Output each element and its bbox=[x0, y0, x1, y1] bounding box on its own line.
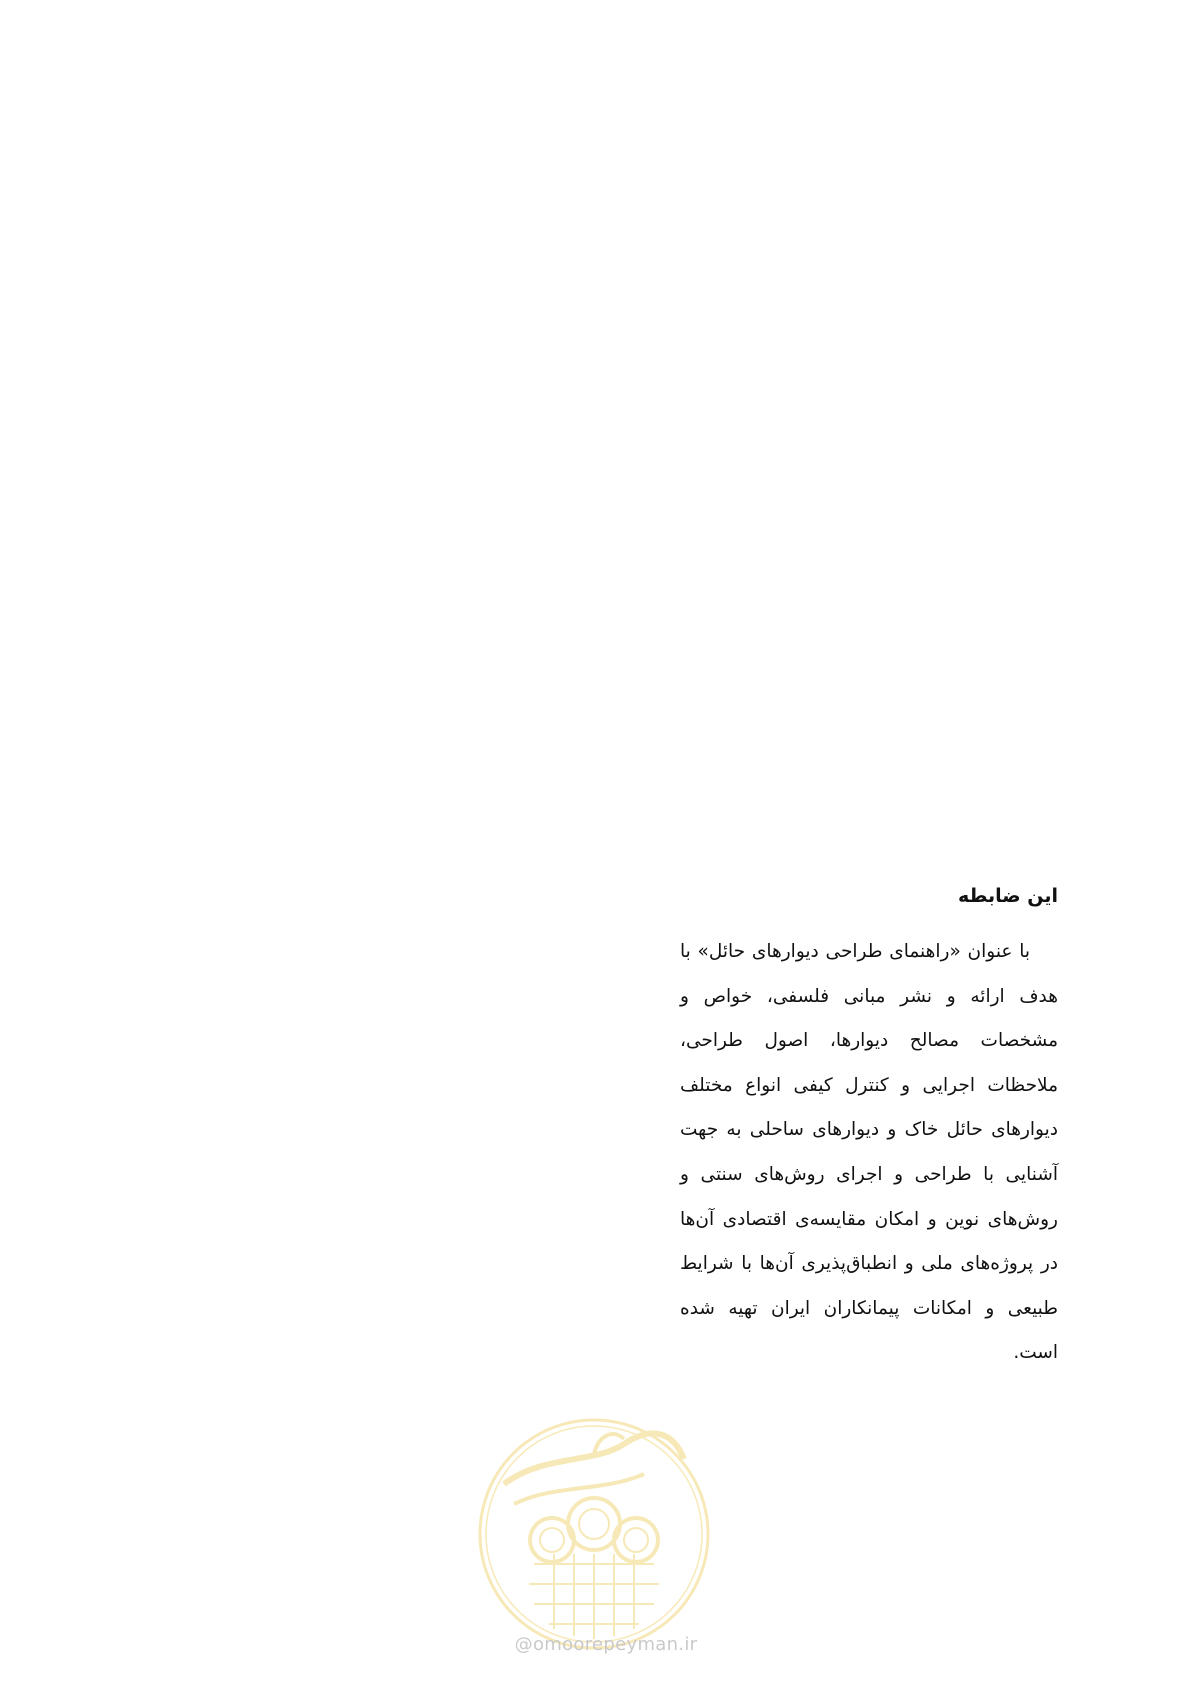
section-heading: این ضابطه bbox=[957, 885, 1058, 907]
watermark-website: @omoorepeyman.ir bbox=[514, 1634, 698, 1655]
body-paragraph: با عنوان «راهنمای طراحی دیوارهای حائل» با هدف ارائه و نشر مبانی فلسفی، خواص و مشخصات مصالح دیوارها، اصول طراحی، ملاحظات اجرایی و کنترل کیفی انواع مختلف دیوارهای حائل خاک و دیوارهای ساحلی به جهت آشنایی با طراحی و اجرای روش‌های سنتی و روش‌های نوین و امکان مقایسه‌ی اقتصادی آن‌ها در پروژه‌های ملی و انطباق‌پذیری آن‌ها با شرایط طبیعی و امکانات پیمانکاران ایران تهیه شده است. bbox=[680, 941, 1058, 1364]
watermark-logo bbox=[474, 1414, 714, 1654]
text-block bbox=[680, 880, 1058, 1376]
